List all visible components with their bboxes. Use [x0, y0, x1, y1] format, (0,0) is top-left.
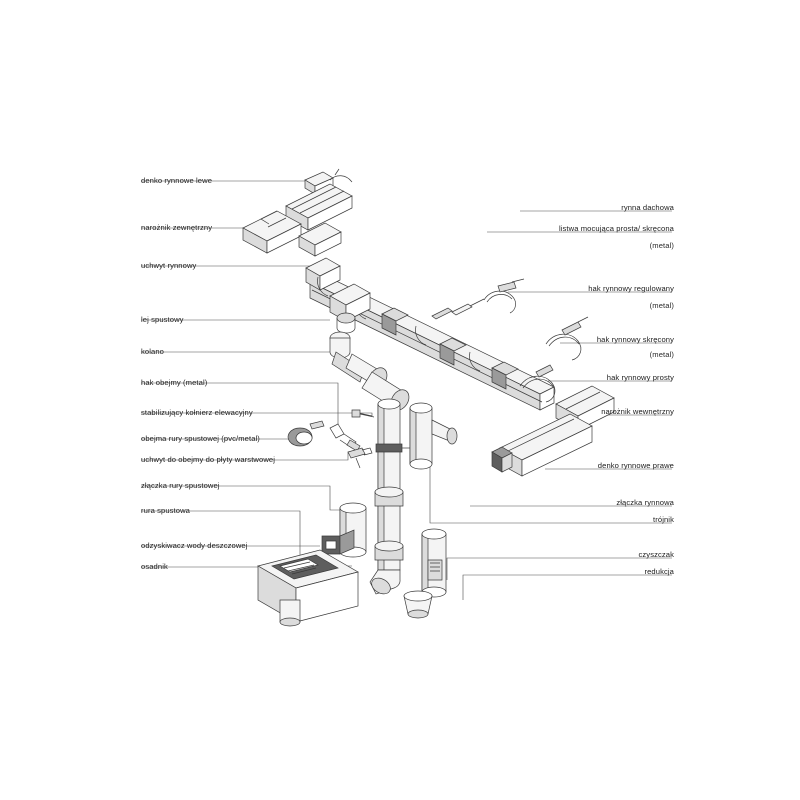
label-hak-rynnowy-skrecony: hak rynnowy skręcony: [596, 335, 674, 344]
label-hak-obejmy-metal: hak obejmy (metal): [141, 378, 208, 387]
label-naroznik-zewnetrzny: narożnik zewnętrzny: [141, 223, 213, 232]
label-uchwyt-do-obejmy: uchwyt do obejmy do płyty warstwowej: [141, 455, 276, 464]
label-zlaczka-rury-spustowej: złączka rury spustowej: [141, 481, 220, 490]
label-lej-spustowy: lej spustowy: [141, 315, 184, 324]
tee-and-fittings-column: [404, 403, 457, 618]
label-naroznik-wewnetrzny: narożnik wewnętrzny: [601, 407, 674, 416]
label-rynna-dachowa: rynna dachowa: [621, 203, 674, 212]
label-denko-rynnowe-lewe: denko rynnowe lewe: [141, 176, 213, 185]
label-trojnik: trójnik: [653, 515, 674, 524]
label-odzyskiwacz-wody-deszczowej: odzyskiwacz wody deszczowej: [141, 541, 248, 550]
label-obejma-rury-spustowej: obejma rury spustowej (pvc/metal): [141, 434, 260, 443]
label-kolano: kolano: [141, 347, 164, 356]
label-hak-rynnowy-prosty: hak rynnowy prosty: [606, 373, 674, 382]
gutter-assembly-upper-left: [243, 169, 352, 256]
sediment-trap: [258, 550, 358, 626]
label-listwa-mocujaca-metal: (metal): [649, 241, 674, 250]
label-hak-rynnowy-regulowany: hak rynnowy regulowany: [588, 284, 674, 293]
label-denko-rynnowe-prawe: denko rynnowe prawe: [597, 461, 674, 470]
rainwater-collector: [322, 503, 366, 557]
downpipe-assembly: [330, 332, 413, 597]
label-rura-spustowa: rura spustowa: [141, 506, 190, 515]
label-redukcja: redukcja: [644, 567, 674, 576]
label-uchwyt-rynnowy: uchwyt rynnowy: [141, 261, 197, 270]
label-hak-rynnowy-skrecony-metal: (metal): [649, 350, 674, 359]
label-listwa-mocujaca: listwa mocująca prosta/ skręcona: [558, 224, 674, 233]
label-stabilizujacy-kolnierz-elewacyjny: stabilizujący kołnierz elewacyjny: [141, 408, 253, 417]
small-metal-fittings: [288, 410, 374, 468]
leader-lines-right: [430, 211, 672, 600]
label-osadnik: osadnik: [141, 562, 168, 571]
label-hak-rynnowy-regulowany-metal: (metal): [649, 301, 674, 310]
label-zlaczka-rynnowa: złączka rynnowa: [616, 498, 674, 507]
mounting-strip: [432, 299, 484, 319]
label-czyszczak: czyszczak: [638, 550, 674, 559]
